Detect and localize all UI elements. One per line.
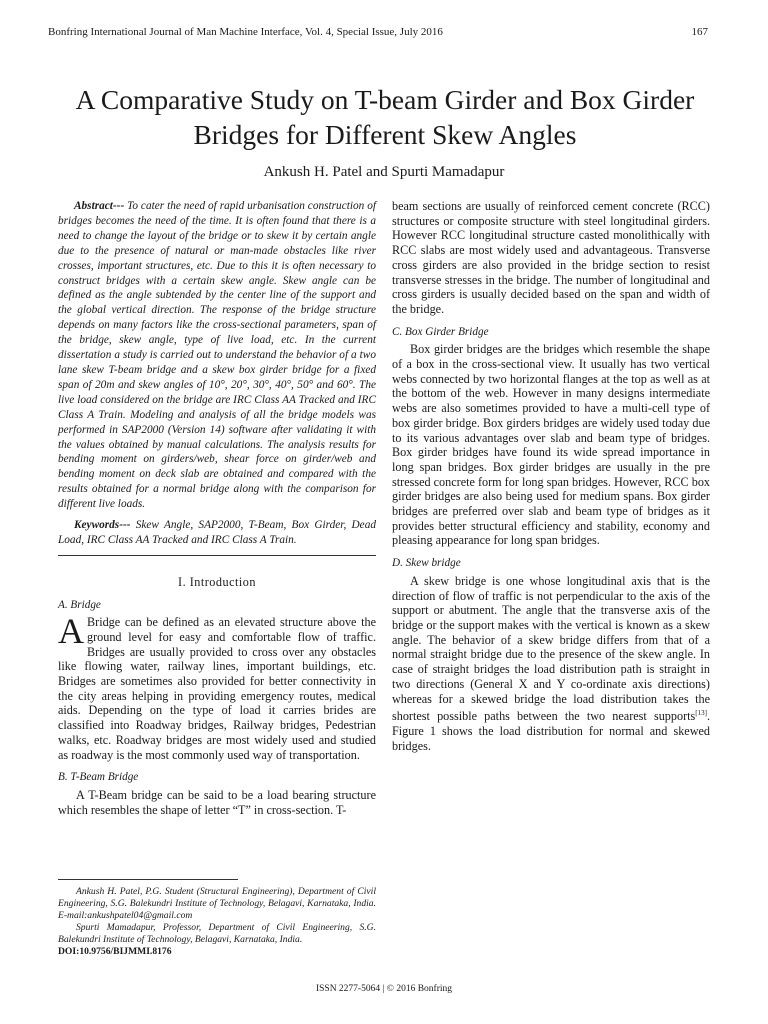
keywords-label: Keywords--- — [74, 519, 131, 532]
paragraph-box-girder: Box girder bridges are the bridges which resemble the shape of a box in the cross-sectional view. It usually has two vertical webs connected by two horizontal flanges at the top as well as at the bottom of the web. However in many designs intermediate webs are also sometimes provided to have a multi-cell type of box girder bridge. Box girders bridges are widely used today due to its various advantages over slab and beam type of bridges. Box girder bridges have found its wide spread importance in long span bridges. Box girder bridges are usually in the pre stressed concrete form for long span bridges. However, RCC box girder bridges are also being used for medium spans. Box girder bridges are preferred over slab and beam type of bridges as it provides better structural efficiency and stability, economy and pleasing appearance for long span bridges. — [392, 342, 711, 548]
keywords-text: Skew Angle, SAP2000, T-Beam, Box Girder, Dead Load, IRC Class AA Tracked and IRC Class A Train. — [58, 519, 376, 546]
subheading-box-girder: C. Box Girder Bridge — [392, 325, 489, 338]
abstract-text: To cater the need of rapid urbanisation construction of bridges becomes the need of the time. It is often found that there is a need to change the layout of the bridge or to skew it by certain angle due to the presence of natural or man-made obstacles like river crosses, important structures, etc. Due to this it is often necessary to construct bridges with a certain skew angle. Skew angle can be defined as the angle subtended by the center line of the support and the global vertical direction. The response of the bridge structure depends on many factors like the cross-sectional parameters, span of the bridge, skew angle, type of live load, etc. In the current dissertation a study is carried out to understand the behavior of a two lane skew T-beam bridge and a skew box girder bridge for a fixed span of 20m and skew angles of 10°, 20°, 30°, 40°, 50° and 60°. The live load considered on the bridge are IRC Class AA Tracked and IRC Class A Train. Modeling and analysis of all the bridge models was performed in SAP2000 (Version 14) software after validating it with the values obtained by manual calculations. The analysis results for bending moment on girders/web, shear force on girder/web and bending moment on deck slab are obtained and compared with the results obtained for a normal bridge along with the comparison for different live loads. — [58, 200, 376, 511]
paper-title: A Comparative Study on T-beam Girder and Box Girder Bridges for Different Skew Angles — [75, 84, 695, 150]
footnotes — [58, 886, 376, 959]
subheading-tbeam: B. T-Beam Bridge — [58, 771, 139, 784]
paragraph-skew-bridge — [392, 574, 710, 754]
page-number: 167 — [691, 26, 708, 38]
paragraph-bridge-text: Bridge can be defined as an elevated structure above the ground level for easy and comfortable flow of traffic. Bridges are usually provided to cross over any obstacles like flowing water, railway lines, important buildings, etc. Bridges are sometimes also provided for better connectivity in the city areas helping in providing emergency routes, medical aids. Depending on the type of load it carries brides are classified into Roadway bridges, Railway bridges, Pedestrian walks, etc. Roadway bridges are most widely used and studied as roadway is the most commonly used way of transportation. — [58, 615, 376, 762]
doi: DOI:10.9756/BIJMMI.8176 — [58, 946, 172, 958]
paragraph-skew-text: A skew bridge is one whose longitudinal axis that is the direction of flow of traffic is not perpendicular to the axis of the support or abutment. The angle that the transverse axis of the bridge or the support makes with the vertical is known as a skew angle. The behavior of a skew bridge differs from that of a normal straight bridge due to the presence of the skew angle. In case of straight bridges the load distribution path is straight in two directions (General X and Y co-ordinate axis directions) whereas for a skewed bridge the load distribution takes the shortest possible paths between the two nearest supports — [392, 573, 710, 724]
section-heading-introduction: I. Introduction — [178, 574, 256, 589]
author-line: Ankush H. Patel and Spurti Mamadapur — [263, 164, 505, 180]
paragraph-skew-end: . Figure 1 shows the load distribution for normal and skewed bridges. — [392, 709, 710, 753]
footnote-author1: Ankush H. Patel, P.G. Student (Structural Engineering), Department of Civil Engineering, S.G. Balekundri Institute of Technology, Belagavi, Karnataka, India. E-mail:ankushpatel04@gmail.com — [58, 886, 376, 922]
footer-issn: ISSN 2277-5064 | © 2016 Bonfring — [315, 984, 453, 994]
abstract-label: Abstract--- — [74, 200, 125, 212]
journal-header: Bonfring International Journal of Man Machine Interface, Vol. 4, Special Issue, July 2016 — [48, 26, 443, 38]
subheading-bridge: A. Bridge — [58, 598, 101, 611]
subheading-skew-bridge: D. Skew bridge — [392, 557, 461, 570]
keywords — [58, 518, 376, 548]
paragraph-tbeam: A T-Beam bridge can be said to be a load bearing structure which resembles the shape of letter “T” in cross-section. T- — [58, 787, 376, 817]
paragraph-tbeam-continued: beam sections are usually of reinforced cement concrete (RCC) structures or composite structure with steel longitudinal girders. However RCC longitudinal structure casted monolithically with RCC slabs are most widely used and advantageous. Transverse cross girders are also provided in the bridge section to resist transverse stresses in the bridge. The number of longitudinal and cross girders is usually decided based on the span and width of the bridge. — [392, 199, 710, 316]
abstract — [58, 199, 376, 512]
abstract-divider — [58, 555, 376, 556]
footnote-divider — [58, 879, 238, 880]
paragraph-bridge — [58, 611, 376, 762]
citation-ref: [13] — [695, 709, 707, 718]
left-column — [58, 199, 376, 817]
footnote-author2: Spurti Mamadapur, Professor, Department of Civil Engineering, S.G. Balekundri Institute of Technology, Belagavi, Karnataka, India. — [58, 922, 376, 946]
drop-cap: A — [58, 611, 84, 652]
right-column — [392, 199, 710, 753]
